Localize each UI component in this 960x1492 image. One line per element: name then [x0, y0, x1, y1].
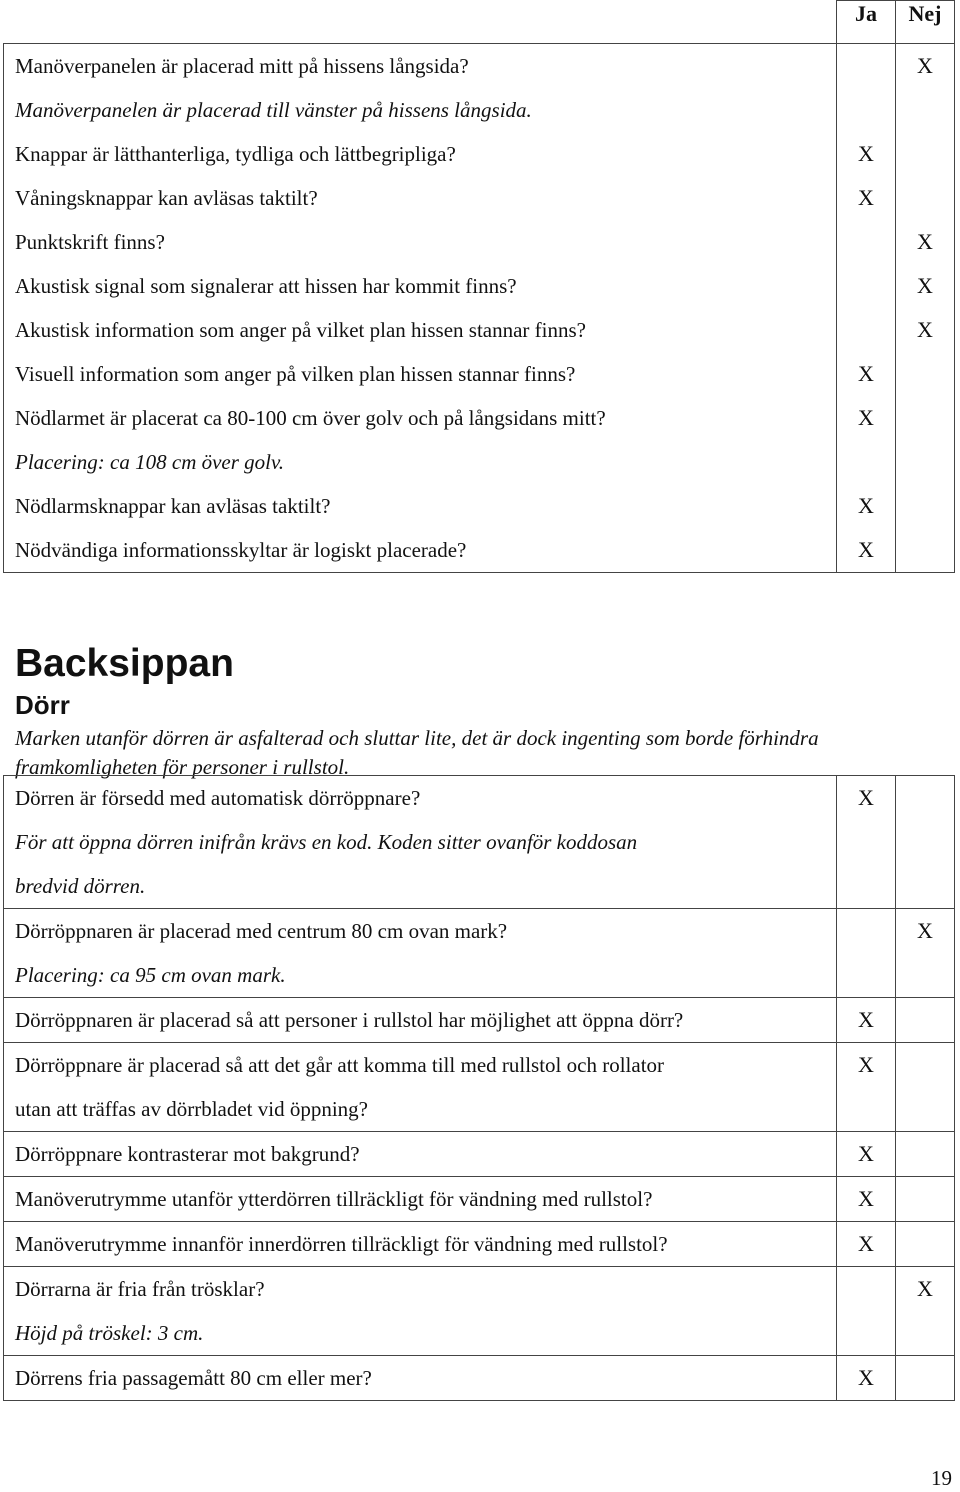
ja-mark [837, 909, 895, 953]
nej-cell [896, 264, 955, 308]
nej-mark [896, 998, 954, 1042]
nej-cell [896, 1177, 955, 1222]
table-row [4, 484, 955, 528]
table-row [4, 264, 955, 308]
elevator-checklist-table [3, 0, 955, 573]
nej-mark [896, 1356, 954, 1400]
nej-mark: X [917, 1276, 933, 1301]
question-cell [4, 176, 837, 220]
nej-mark [896, 88, 954, 132]
nej-mark [896, 352, 954, 396]
table-row [4, 909, 955, 998]
nej-cell [896, 528, 955, 573]
table-row [4, 776, 955, 909]
question-text: Akustisk information som anger på vilket plan hissen stannar finns? [15, 318, 586, 342]
nej-mark: X [917, 918, 933, 943]
ja-mark [837, 1267, 895, 1311]
nej-mark: X [917, 317, 933, 342]
question-column-header [4, 1, 837, 44]
question-text: Dörröppnaren är placerad så att personer i rullstol har möjlighet att öppna dörr? [15, 1008, 684, 1032]
ja-cell [837, 132, 896, 176]
nej-cell [896, 396, 955, 484]
door-checklist-table [3, 775, 955, 1401]
table-row [4, 352, 955, 396]
question-cell [4, 352, 837, 396]
question-cell [4, 1267, 837, 1356]
nej-cell [896, 998, 955, 1043]
question-text: Knappar är lätthanterliga, tydliga och lättbegripliga? [15, 142, 456, 166]
question-text: Manöverpanelen är placerad mitt på hissens långsida? [15, 54, 469, 78]
ja-cell [837, 176, 896, 220]
ja-cell [837, 1043, 896, 1132]
question-text: utan att träffas av dörrbladet vid öppning? [15, 1097, 369, 1121]
ja-cell [837, 1132, 896, 1177]
ja-cell [837, 44, 896, 89]
ja-cell [837, 1267, 896, 1356]
question-text: Nödlarmet är placerat ca 80-100 cm över golv och på långsidans mitt? [15, 406, 606, 430]
question-cell [4, 220, 837, 264]
question-text: Nödlarmsknappar kan avläsas taktilt? [15, 494, 331, 518]
question-cell [4, 264, 837, 308]
nej-mark [896, 132, 954, 176]
ja-cell [837, 308, 896, 352]
table-row [4, 44, 955, 89]
nej-mark [896, 484, 954, 528]
question-cell [4, 1356, 837, 1401]
ja-mark: X [858, 1052, 874, 1077]
ja-cell [837, 528, 896, 573]
ja-mark [837, 88, 895, 132]
question-text: Dörrens fria passagemått 80 cm eller mer? [15, 1366, 372, 1390]
nej-cell [896, 1267, 955, 1356]
nej-mark [896, 1043, 954, 1087]
nej-mark [896, 396, 954, 440]
ja-column-header: Ja [837, 1, 896, 44]
table-row [4, 308, 955, 352]
question-cell [4, 132, 837, 176]
nej-mark [896, 1177, 954, 1221]
question-text: Visuell information som anger på vilken plan hissen stannar finns? [15, 362, 576, 386]
table-row [4, 998, 955, 1043]
note-text: bredvid dörren. [15, 874, 146, 898]
nej-cell [896, 352, 955, 396]
nej-mark: X [917, 229, 933, 254]
ja-mark: X [858, 1231, 874, 1256]
nej-cell [896, 1043, 955, 1132]
question-cell [4, 1043, 837, 1132]
nej-cell [896, 88, 955, 132]
ja-cell [837, 484, 896, 528]
ja-mark [837, 308, 895, 352]
ja-mark: X [858, 361, 874, 386]
table-row [4, 176, 955, 220]
nej-cell [896, 308, 955, 352]
question-cell [4, 88, 837, 132]
question-cell [4, 1177, 837, 1222]
nej-cell [896, 176, 955, 220]
question-cell [4, 528, 837, 573]
question-cell [4, 1222, 837, 1267]
nej-cell [896, 1222, 955, 1267]
nej-mark [896, 528, 954, 572]
ja-mark: X [858, 537, 874, 562]
nej-cell [896, 1356, 955, 1401]
note-text: För att öppna dörren inifrån krävs en kod. Koden sitter ovanför koddosan [15, 830, 638, 854]
nej-cell [896, 1132, 955, 1177]
ja-cell [837, 220, 896, 264]
ja-mark [837, 264, 895, 308]
ja-mark [837, 44, 895, 88]
table-row [4, 396, 955, 484]
note-text: Höjd på tröskel: 3 cm. [15, 1321, 204, 1345]
table-row [4, 1356, 955, 1401]
table-row [4, 132, 955, 176]
nej-cell [896, 909, 955, 998]
question-text: Dörren är försedd med automatisk dörröppnare? [15, 786, 421, 810]
question-cell [4, 308, 837, 352]
question-text: Akustisk signal som signalerar att hissen har kommit finns? [15, 274, 517, 298]
question-text: Manöverutrymme innanför innerdörren tillräckligt för vändning med rullstol? [15, 1232, 668, 1256]
section-title: Backsippan [15, 642, 234, 685]
question-cell [4, 44, 837, 89]
ja-cell [837, 88, 896, 132]
ja-mark [837, 220, 895, 264]
table-row [4, 88, 955, 132]
note-text: Manöverpanelen är placerad till vänster på hissens långsida. [15, 98, 532, 122]
question-text: Dörröppnare är placerad så att det går att komma till med rullstol och rollator [15, 1053, 665, 1077]
table-row [4, 1222, 955, 1267]
note-text: Placering: ca 95 cm ovan mark. [15, 963, 286, 987]
ja-cell [837, 396, 896, 484]
ja-mark: X [858, 1186, 874, 1211]
ja-cell [837, 776, 896, 909]
ja-mark: X [858, 1141, 874, 1166]
nej-mark [896, 1222, 954, 1266]
ja-mark: X [858, 405, 874, 430]
question-text: Punktskrift finns? [15, 230, 165, 254]
question-text: Dörröppnaren är placerad med centrum 80 cm ovan mark? [15, 919, 508, 943]
question-cell [4, 776, 837, 909]
ja-cell [837, 1356, 896, 1401]
page-number: 19 [931, 1466, 952, 1490]
ja-cell [837, 1222, 896, 1267]
table-row [4, 528, 955, 573]
nej-mark [896, 176, 954, 220]
table-row [4, 1132, 955, 1177]
ja-mark: X [858, 493, 874, 518]
question-text: Våningsknappar kan avläsas taktilt? [15, 186, 318, 210]
section-subtitle: Dörr [15, 690, 70, 720]
table-row [4, 1043, 955, 1132]
table-row [4, 1267, 955, 1356]
nej-cell [896, 132, 955, 176]
ja-mark: X [858, 185, 874, 210]
question-cell [4, 998, 837, 1043]
ja-cell [837, 352, 896, 396]
table-header-row [4, 1, 955, 44]
table-row [4, 1177, 955, 1222]
nej-cell [896, 44, 955, 89]
question-cell [4, 1132, 837, 1177]
note-text: Placering: ca 108 cm över golv. [15, 450, 285, 474]
ja-cell [837, 909, 896, 998]
question-text: Manöverutrymme utanför ytterdörren tillräckligt för vändning med rullstol? [15, 1187, 653, 1211]
nej-cell [896, 776, 955, 909]
nej-cell [896, 484, 955, 528]
question-cell [4, 484, 837, 528]
section-note: Marken utanför dörren är asfalterad och sluttar lite, det är dock ingenting som borde förhindra framkomligheten för personer i rullstol. [15, 726, 819, 779]
ja-mark: X [858, 785, 874, 810]
ja-cell [837, 1177, 896, 1222]
question-text: Nödvändiga informationsskyltar är logiskt placerade? [15, 538, 467, 562]
nej-mark: X [917, 53, 933, 78]
nej-mark [896, 1132, 954, 1176]
nej-mark [896, 776, 954, 820]
table-row [4, 220, 955, 264]
ja-mark: X [858, 1007, 874, 1032]
question-cell [4, 396, 837, 484]
nej-cell [896, 220, 955, 264]
ja-mark: X [858, 141, 874, 166]
nej-column-header: Nej [896, 1, 955, 44]
nej-mark: X [917, 273, 933, 298]
ja-cell [837, 998, 896, 1043]
ja-mark: X [858, 1365, 874, 1390]
question-cell [4, 909, 837, 998]
question-text: Dörrarna är fria från trösklar? [15, 1277, 265, 1301]
ja-cell [837, 264, 896, 308]
question-text: Dörröppnare kontrasterar mot bakgrund? [15, 1142, 360, 1166]
